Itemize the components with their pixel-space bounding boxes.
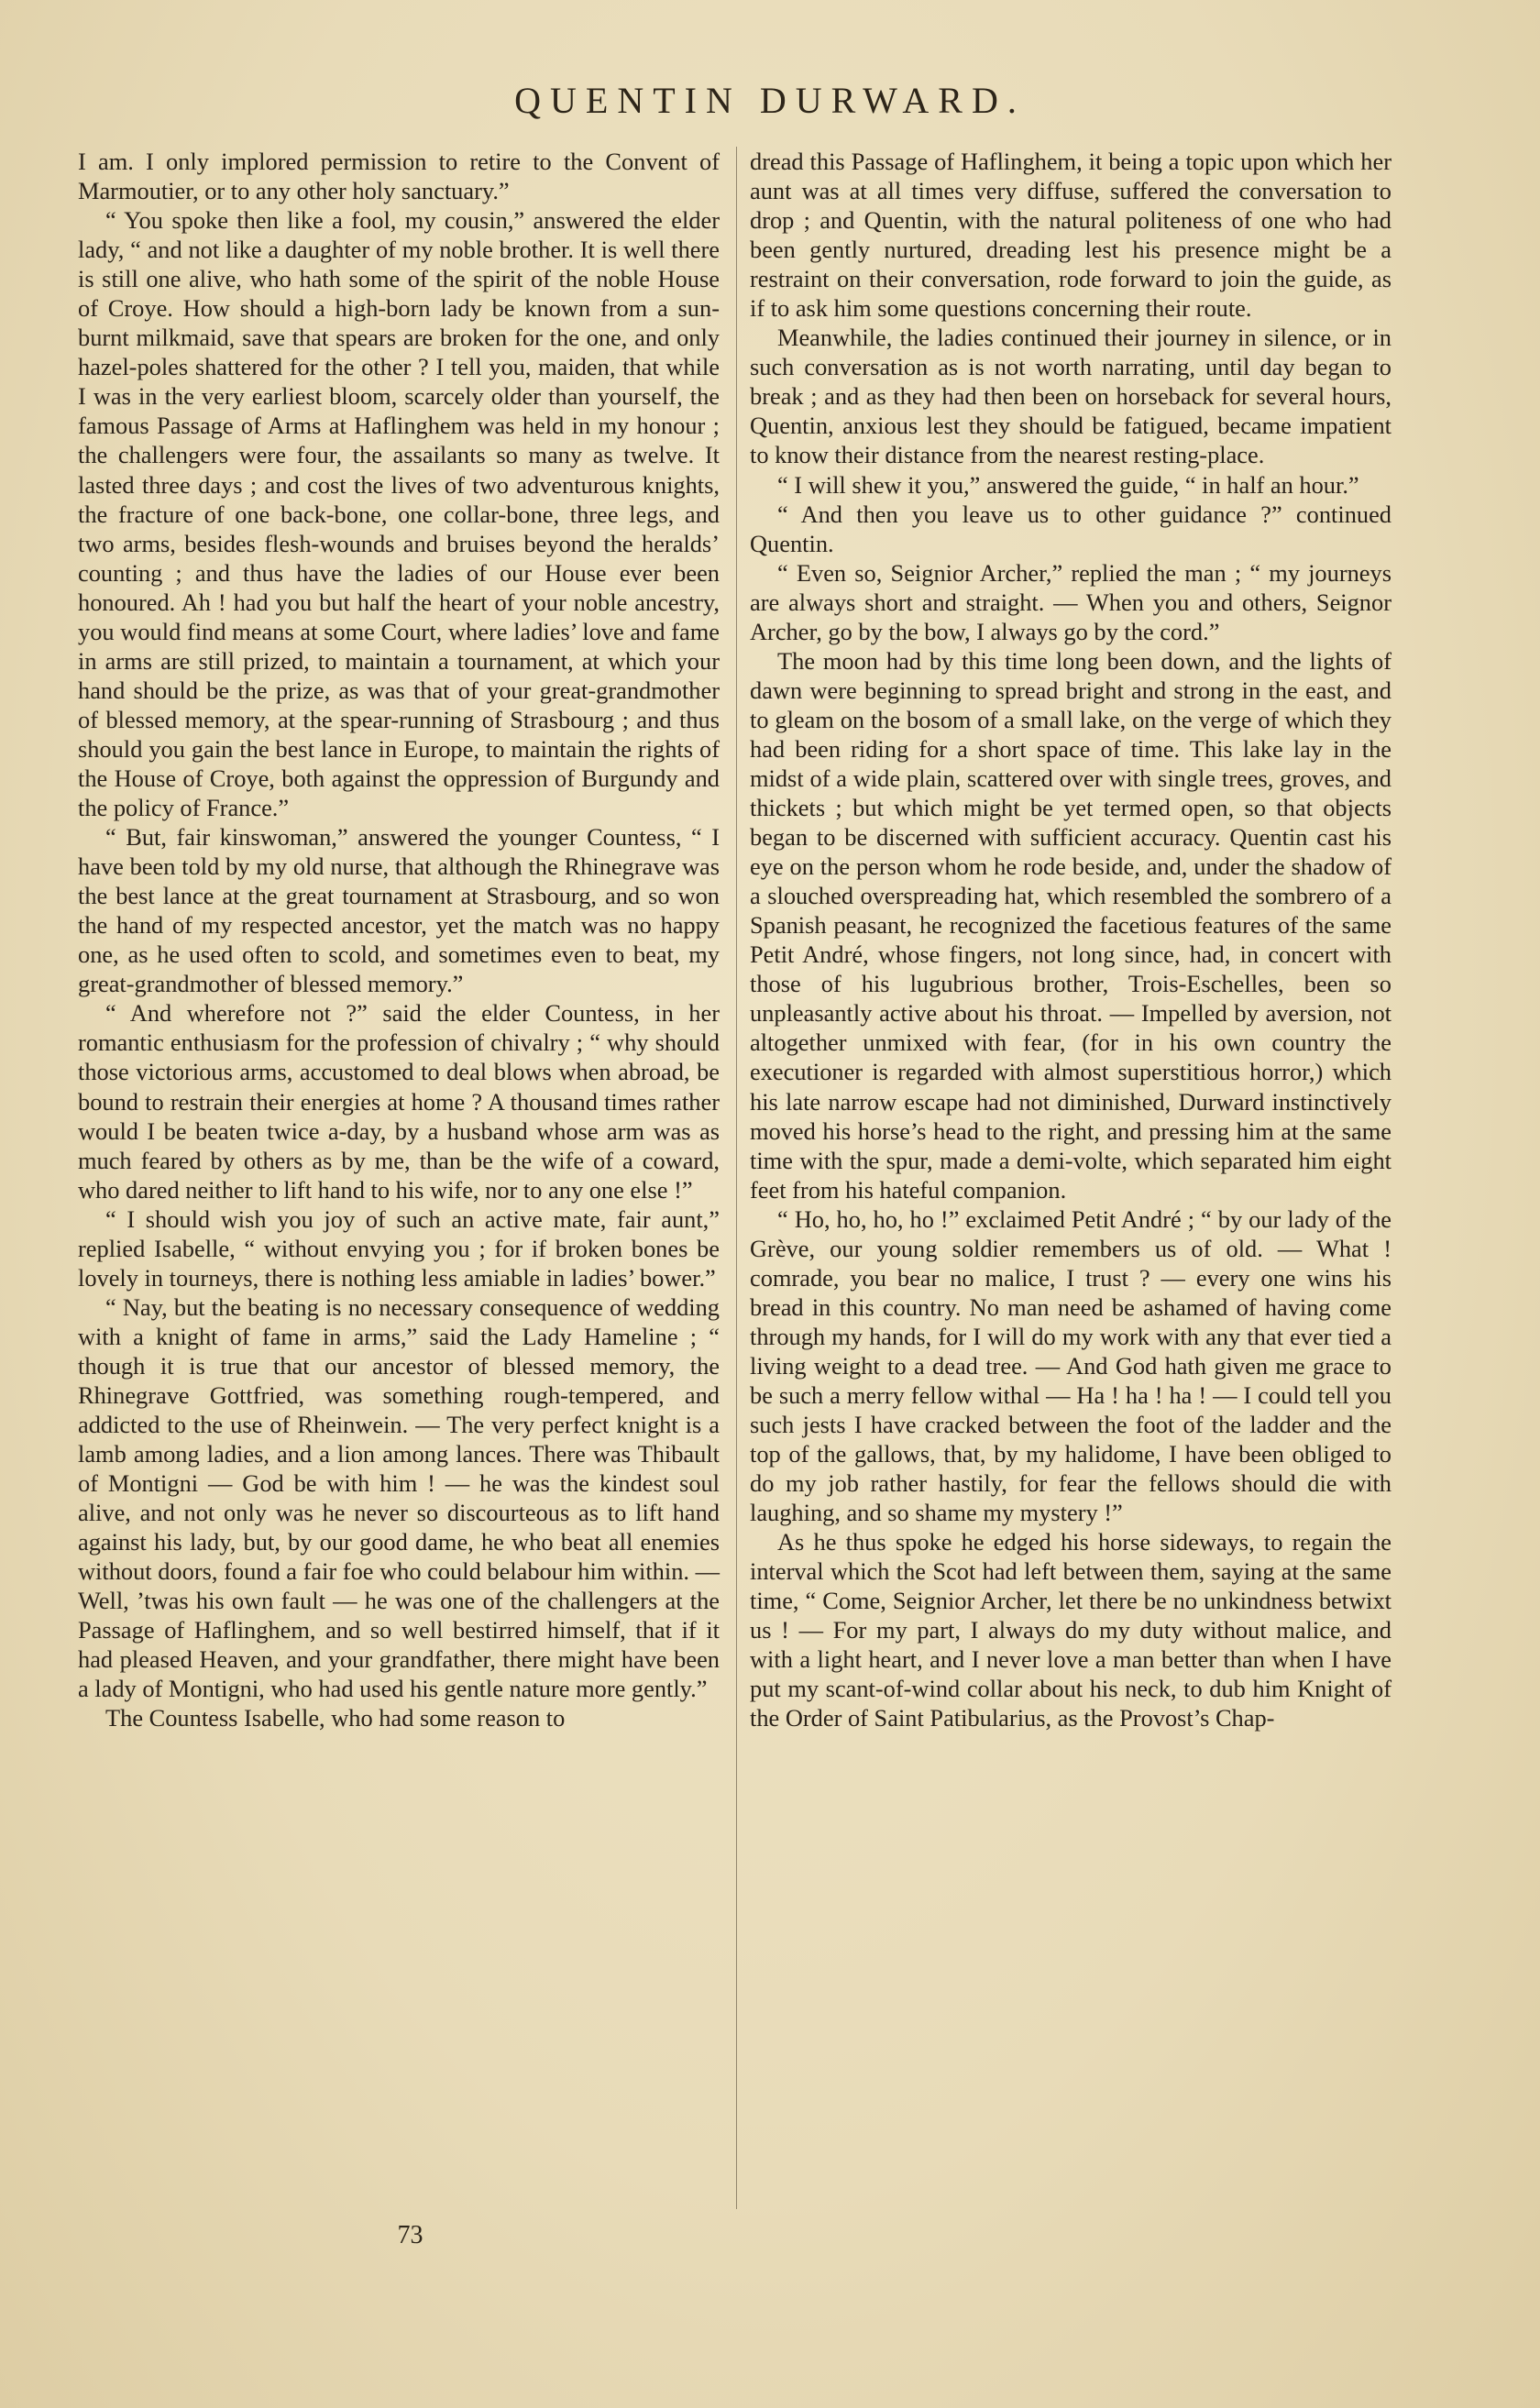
paragraph: “ You spoke then like a fool, my cousin,” answered the elder lady, “ and not like a daughter of my noble brother. It is well there is still one alive, who hath some of the spirit of the noble House of Croye. How should a high-born lady be known from a sun-burnt milkmaid, save that spears are broken for the one, and only hazel-poles shattered for the other ? I tell you, maiden, that while I was in the very earliest bloom, scarcely older than yourself, the famous Passage of Arms at Haflinghem was held in my honour ; the challengers were four, the assailants so many as twelve. It lasted three days ; and cost the lives of two adventurous knights, the fracture of one back-bone, one collar-bone, three legs, and two arms, besides flesh-wounds and bruises beyond the heralds’ counting ; and thus have the ladies of our House ever been honoured. Ah ! had you but half the heart of your noble ancestry, you would find means at some Court, where ladies’ love and fame in arms are still prized, to maintain a tournament, at which your hand should be the prize, as was that of your great-grandmother of blessed memory, at the spear-running of Strasbourg ; and thus should you gain the best lance in Europe, to maintain the rights of the House of Croye, both against the oppression of Burgundy and the policy of France.” [78, 206, 720, 822]
paragraph: “ Nay, but the beating is no necessary consequence of wedding with a knight of fame in arms,” said the Lady Hameline ; “ though it is true that our ancestor of blessed memory, the Rhinegrave Gottfried, was something rough-tempered, and addicted to the use of Rheinwein. — The very perfect knight is a lamb among ladies, and a lion among lances. There was Thibault of Montigni — God be with him ! — he was the kindest soul alive, and not only was he never so discourteous as to lift hand against his lady, but, by our good dame, he who beat all enemies without doors, found a fair foe who could belabour him within. — Well, ’twas his own fault — he was one of the challengers at the Passage of Haflinghem, and so well bestirred himself, that if it had pleased Heaven, and your grandfather, there might have been a lady of Montigni, who had used his gentle nature more gently.” [78, 1292, 720, 1703]
paragraph: “ And then you leave us to other guidance ?” continued Quentin. [750, 500, 1392, 557]
paragraph: dread this Passage of Haflinghem, it being a topic upon which her aunt was at all times very diffuse, suffered the conversation to drop ; and Quentin, with the natural politeness of one who had been gently nurtured, dreading lest his presence might be a restraint on their conversation, rode forward to join the guide, as if to ask him some questions concerning their route. [750, 148, 1392, 323]
column-divider [736, 147, 737, 2209]
paragraph: “ I will shew it you,” answered the guide, “ in half an hour.” [777, 470, 1359, 499]
page-number: 73 [397, 2221, 424, 2249]
paragraph: I am. I only implored permission to retire to the Convent of Marmoutier, or to any other holy sanctuary.” [78, 148, 720, 205]
paragraph: “ But, fair kinswoman,” answered the younger Countess, “ I have been told by my old nurse, that although the Rhinegrave was the best lance at the great tournament at Strasbourg, and so won the hand of my respected ancestor, yet the match was no happy one, as he used often to scold, and sometimes even to beat, my great-grandmother of blessed memory.” [78, 823, 720, 998]
paragraph: Meanwhile, the ladies continued their journey in silence, or in such conversation as is not worth narrating, until day began to break ; and as they had then been on horseback for several hours, Quentin, anxious lest they should be fatigued, became impatient to know their distance from the nearest resting-place. [750, 324, 1392, 469]
paragraph: The Countess Isabelle, who had some reason to [105, 1704, 566, 1732]
paragraph: The moon had by this time long been down, and the lights of dawn were beginning to spread bright and strong in the east, and to gleam on the bosom of a small lake, on the verge of which they had been riding for a short space of time. This lake lay in the midst of a wide plain, scattered over with single trees, groves, and thickets ; but which might be yet termed open, so that objects began to be discerned with sufficient accuracy. Quentin cast his eye on the person whom he rode beside, and, under the shadow of a slouched overspreading hat, which resembled the sombrero of a Spanish peasant, he recognized the facetious features of the same Petit André, whose fingers, not long since, had, in concert with those of his lugubrious brother, Trois-Eschelles, been so unpleasantly active about his throat. — Impelled by aversion, not altogether unmixed with fear, (for in his own country the executioner is regarded with almost superstitious horror,) which his late narrow escape had not diminished, Durward instinctively moved his horse’s head to the right, and pressing him at the same time with the spur, made a demi-volte, which separated him eight feet from his hateful companion. [750, 646, 1392, 1204]
running-head: QUENTIN DURWARD. [514, 80, 1026, 121]
paragraph: “ Ho, ho, ho, ho !” exclaimed Petit André ; “ by our lady of the Grève, our young soldier remembers us of old. — What ! comrade, you bear no malice, I trust ? — every one wins his bread in this country. No man need be ashamed of having come through my hands, for I will do my work with any that ever tied a living weight to a dead tree. — And God hath given me grace to be such a merry fellow withal — Ha ! ha ! ha ! — I could tell you such jests I have cracked between the foot of the ladder and the top of the gallows, that, by my halidome, I have been obliged to do my job rather hastily, for fear the fellows should die with laughing, and so shame my mystery !” [750, 1204, 1392, 1527]
paragraph: “ Even so, Seignior Archer,” replied the man ; “ my journeys are always short and straight. — When you and others, Seignor Archer, go by the bow, I always go by the cord.” [750, 558, 1392, 645]
paragraph: “ I should wish you joy of such an active mate, fair aunt,” replied Isabelle, “ without envying you ; for if broken bones be lovely in tourneys, there is nothing less amiable in ladies’ bower.” [78, 1204, 720, 1292]
paragraph: “ And wherefore not ?” said the elder Countess, in her romantic enthusiasm for the profession of chivalry ; “ why should those victorious arms, accustomed to deal blows when abroad, be bound to restrain their energies at home ? A thousand times rather would I be beaten twice a-day, by a husband whose arm was as much feared by others as by me, than be the wife of a coward, who dared neither to lift hand to his wife, nor to any one else !” [78, 999, 720, 1204]
left-column [78, 147, 720, 1733]
right-column [750, 147, 1392, 1733]
paragraph: As he thus spoke he edged his horse sideways, to regain the interval which the Scot had left between them, saying at the same time, “ Come, Seignior Archer, let there be no unkindness betwixt us ! — For my part, I always do my duty without malice, and with a light heart, and I never love a man better than when I have put my scant-of-wind collar about his neck, to dub him Knight of the Order of Saint Patibularius, as the Provost’s Chap- [750, 1528, 1392, 1732]
